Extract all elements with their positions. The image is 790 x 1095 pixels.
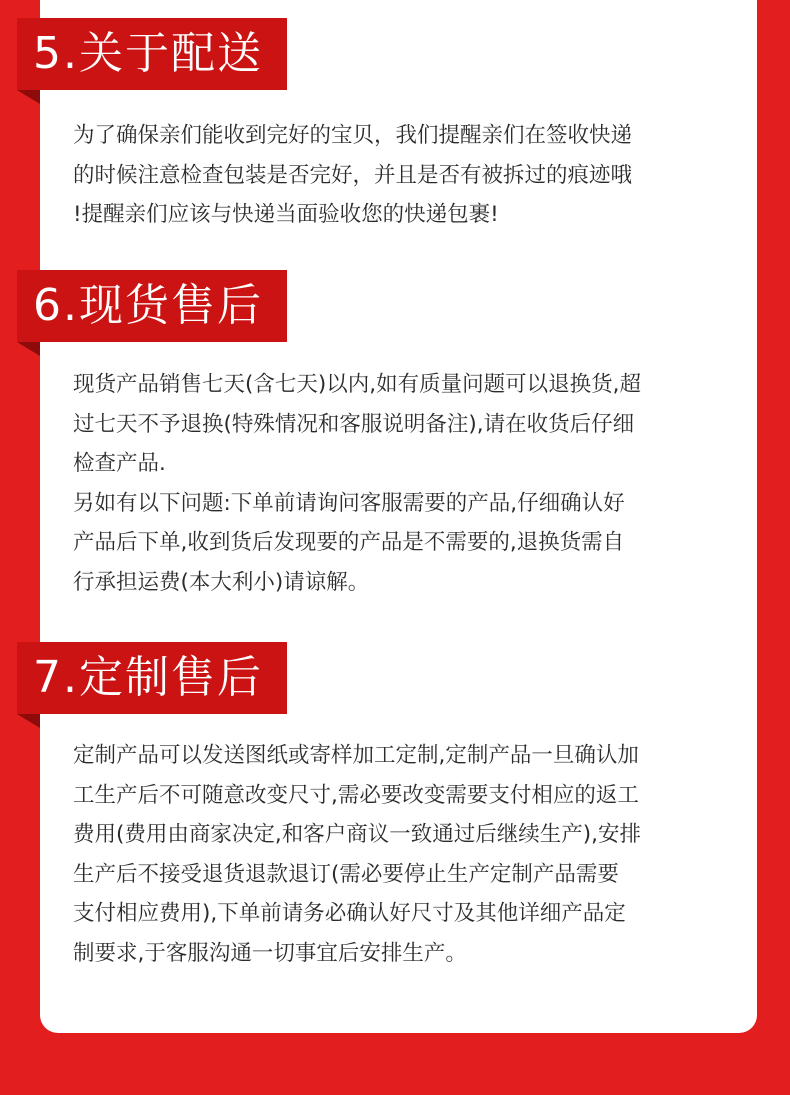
text-line: 工生产后不可随意改变尺寸,需必要改变需要支付相应的返工 — [73, 782, 639, 808]
text-line: !提醒亲们应该与快递当面验收您的快递包裹! — [73, 202, 499, 227]
section-body-custom-aftersale — [73, 736, 723, 973]
section-title-stock-aftersale — [17, 270, 287, 342]
text-line: 支付相应费用),下单前请务必确认好尺寸及其他详细产品定 — [73, 901, 626, 926]
section-title-text: 5.关于配送 — [33, 28, 263, 79]
text-line: 检查产品. — [73, 451, 166, 476]
section-title-delivery — [17, 18, 287, 90]
ribbon-fold — [17, 342, 40, 356]
ribbon-fold — [17, 714, 40, 728]
text-line: 费用(费用由商家决定,和客户商议一致通过后继续生产),安排 — [73, 822, 641, 847]
section-title-text: 7.定制售后 — [33, 652, 263, 703]
text-line: 制要求,于客服沟通一切事宜后安排生产。 — [73, 940, 467, 966]
text-line: 行承担运费(本大利小)请谅解。 — [73, 569, 370, 595]
text-line: 的时候注意检查包装是否完好，并且是否有被拆过的痕迹哦 — [73, 162, 633, 188]
text-line: 生产后不接受退货退款退订(需必要停止生产定制产品需要 — [73, 861, 619, 887]
section-title-custom-aftersale — [17, 642, 287, 714]
text-line: 另如有以下问题:下单前请询问客服需要的产品,仔细确认好 — [73, 490, 625, 516]
section-title-text: 6.现货售后 — [33, 280, 263, 331]
text-line: 定制产品可以发送图纸或寄样加工定制,定制产品一旦确认加 — [73, 743, 639, 768]
text-line: 现货产品销售七天(含七天)以内,如有质量问题可以退换货,超 — [73, 372, 641, 397]
section-body-stock-aftersale — [73, 365, 723, 602]
text-line: 为了确保亲们能收到完好的宝贝，我们提醒亲们在签收快递 — [73, 123, 633, 148]
text-line: 产品后下单,收到货后发现要的产品是不需要的,退换货需自 — [73, 530, 625, 555]
ribbon-fold — [17, 90, 40, 104]
text-line: 过七天不予退换(特殊情况和客服说明备注),请在收货后仔细 — [73, 411, 635, 437]
section-body-delivery — [73, 116, 723, 235]
